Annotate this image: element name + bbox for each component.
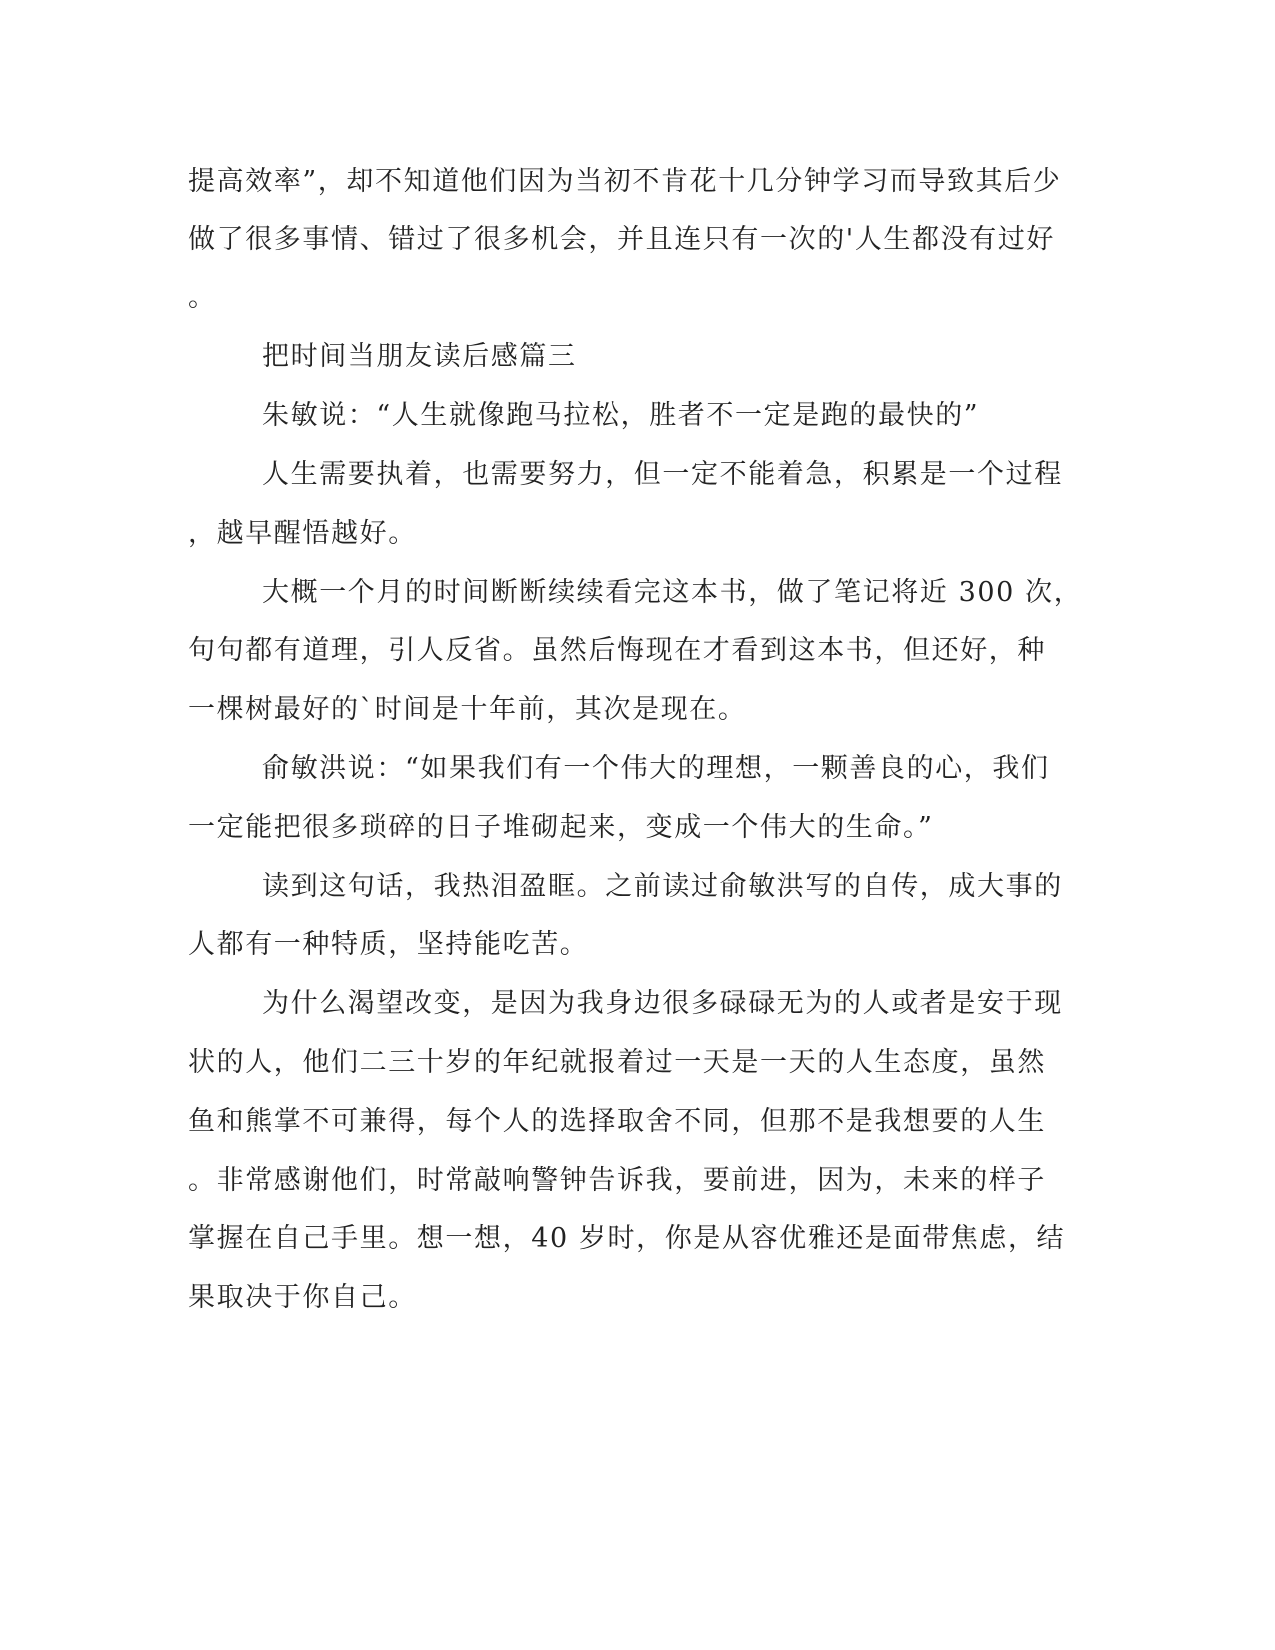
text-line: 俞敏洪说：“如果我们有一个伟大的理想，一颗善良的心，我们	[262, 753, 1050, 784]
text-line: 掌握在自己手里。想一想，40 岁时，你是从容优雅还是面带焦虑，结	[188, 1223, 1066, 1254]
text-line: 大概一个月的时间断断续续看完这本书，做了笔记将近 300 次，	[262, 577, 1083, 608]
text-line: 为什么渴望改变，是因为我身边很多碌碌无为的人或者是安于现	[262, 988, 1063, 1019]
text-line: 人都有一种特质，坚持能吃苦。	[188, 929, 589, 960]
text-line: 状的人，他们二三十岁的年纪就报着过一天是一天的人生态度，虽然	[188, 1047, 1046, 1078]
text-line: 一定能把很多琐碎的日子堆砌起来，变成一个伟大的生命。”	[188, 812, 934, 843]
text-line: 人生需要执着，也需要努力，但一定不能着急，积累是一个过程	[262, 459, 1063, 490]
text-line: 读到这句话，我热泪盈眶。之前读过俞敏洪写的自传，成大事的	[262, 871, 1063, 902]
text-line: 鱼和熊掌不可兼得，每个人的选择取舍不同，但那不是我想要的人生	[188, 1106, 1046, 1137]
section-heading: 把时间当朋友读后感篇三	[262, 341, 577, 372]
text-line: 果取决于你自己。	[188, 1282, 417, 1313]
text-line: 做了很多事情、错过了很多机会，并且连只有一次的'人生都没有过好	[188, 224, 1056, 255]
text-line: 。	[188, 282, 217, 313]
text-line: 。非常感谢他们，时常敲响警钟告诉我，要前进，因为，未来的样子	[188, 1165, 1046, 1196]
text-line: 提高效率”，却不知道他们因为当初不肯花十几分钟学习而导致其后少	[188, 166, 1062, 197]
text-line: 朱敏说：“人生就像跑马拉松，胜者不一定是跑的最快的”	[262, 400, 980, 431]
text-line: 一棵树最好的`时间是十年前，其次是现在。	[188, 694, 747, 725]
text-line: 句句都有道理，引人反省。虽然后悔现在才看到这本书，但还好，种	[188, 635, 1046, 666]
text-line: ，越早醒悟越好。	[188, 518, 417, 549]
